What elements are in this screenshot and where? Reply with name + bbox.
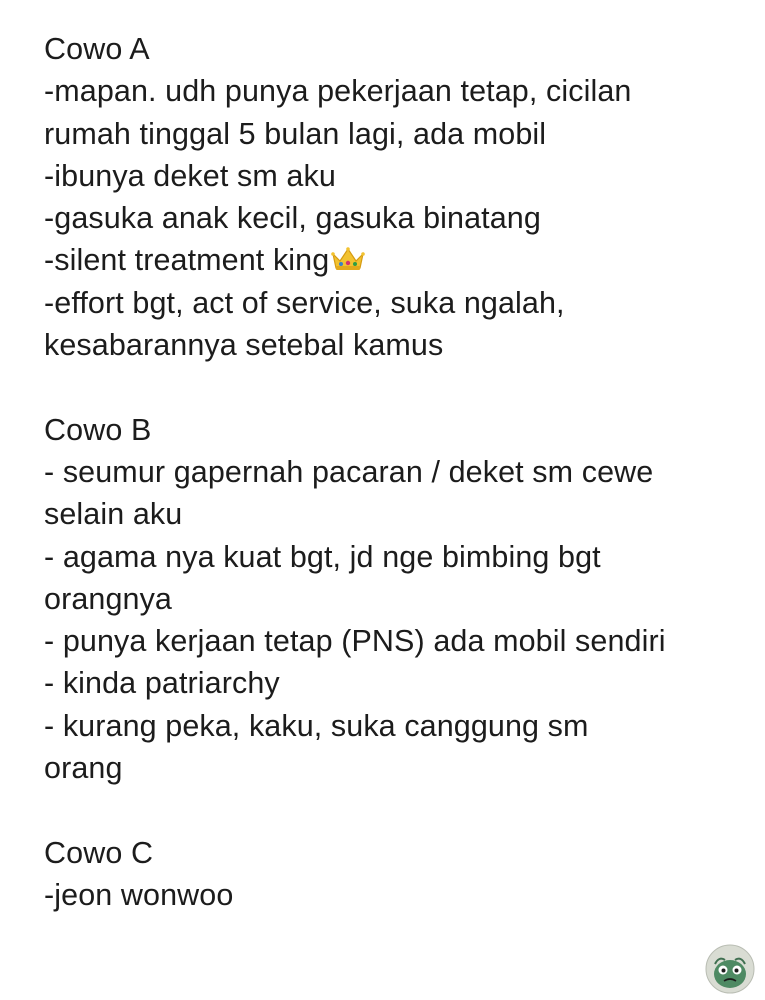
section-title-a: Cowo A: [44, 32, 150, 66]
note-line: - kurang peka, kaku, suka canggung sm: [44, 708, 589, 743]
note-line: orang: [44, 751, 123, 786]
section-title-c: Cowo C: [44, 835, 154, 870]
section-title-b: Cowo B: [44, 412, 152, 447]
note-line: orangnya: [44, 581, 172, 616]
note-line: selain aku: [44, 497, 183, 532]
note-line: rumah tinggal 5 bulan lagi, ada mobil: [44, 116, 547, 151]
note-line-with-crown: [44, 239, 749, 281]
note-line: - punya kerjaan tetap (PNS) ada mobil sendiri: [44, 624, 666, 659]
note-line: -jeon wonwoo: [44, 877, 234, 912]
note-line: -effort bgt, act of service, suka ngalah,: [44, 285, 565, 320]
note-line: -ibunya deket sm aku: [44, 158, 336, 193]
note-line: -gasuka anak kecil, gasuka binatang: [44, 201, 541, 236]
note-line: - seumur gapernah pacaran / deket sm cewe: [44, 454, 654, 489]
avatar-icon[interactable]: [705, 944, 755, 994]
note-line: - agama nya kuat bgt, jd nge bimbing bgt: [44, 539, 601, 574]
note-line: - kinda patriarchy: [44, 666, 280, 701]
note-line-text: -silent treatment king: [44, 243, 330, 278]
section-spacer: [44, 789, 749, 831]
section-spacer: [44, 366, 749, 408]
note-line: kesabarannya setebal kamus: [44, 328, 444, 363]
crown-icon: [330, 246, 366, 272]
note-body: [44, 28, 749, 916]
note-line: -mapan. udh punya pekerjaan tetap, cicilan: [44, 74, 632, 109]
